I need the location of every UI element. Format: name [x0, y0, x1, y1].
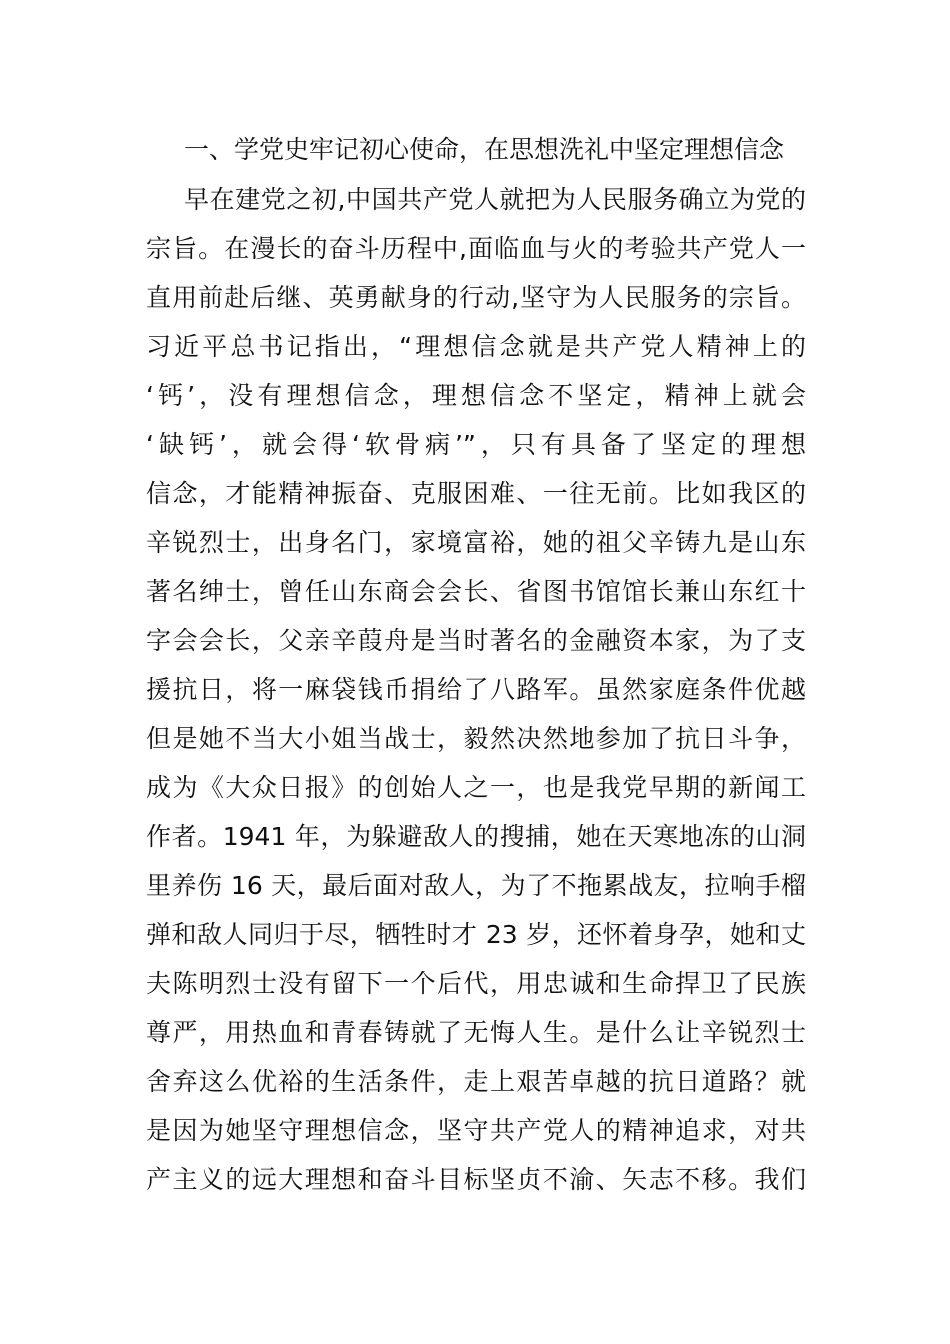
- paragraph-line: ‘缺钙’，就会得‘软骨病’”，只有具备了坚定的理想: [146, 430, 806, 459]
- paragraph-line: 但是她不当大小姐当战士，毅然决然地参加了抗日斗争，: [146, 724, 806, 753]
- paragraph-line: 宗旨。在漫长的奋斗历程中,面临血与火的考验共产党人一: [146, 234, 806, 263]
- paragraph-line: 里养伤 16 天，最后面对敌人，为了不拖累战友，拉响手榴: [146, 871, 806, 900]
- paragraph-line: 成为《大众日报》的创始人之一，也是我党早期的新闻工: [146, 773, 806, 802]
- paragraph-line: 早在建党之初,中国共产党人就把为人民服务确立为党的: [184, 185, 806, 214]
- paragraph-line: 字会会长，父亲辛葭舟是当时著名的金融资本家，为了支: [146, 626, 806, 655]
- paragraph-line: 著名绅士，曾任山东商会会长、省图书馆馆长兼山东红十: [146, 577, 806, 606]
- paragraph-line: 弹和敌人同归于尽，牺牲时才 23 岁，还怀着身孕，她和丈: [146, 920, 806, 949]
- paragraph-line: ‘钙’，没有理想信念，理想信念不坚定，精神上就会: [146, 381, 806, 410]
- paragraph-line: 舍弃这么优裕的生活条件，走上艰苦卓越的抗日道路？就: [146, 1067, 806, 1096]
- paragraph-line: 直用前赴后继、英勇献身的行动,坚守为人民服务的宗旨。: [146, 283, 806, 312]
- paragraph-line: 尊严，用热血和青春铸就了无悔人生。是什么让辛锐烈士: [146, 1018, 806, 1047]
- paragraph-line: 辛锐烈士，出身名门，家境富裕，她的祖父辛铸九是山东: [146, 528, 806, 557]
- paragraph-line: 产主义的远大理想和奋斗目标坚贞不渝、矢志不移。我们: [146, 1165, 806, 1194]
- paragraph-line: 是因为她坚守理想信念，坚守共产党人的精神追求，对共: [146, 1116, 806, 1145]
- paragraph-line: 习近平总书记指出，“理想信念就是共产党人精神上的: [146, 332, 806, 361]
- paragraph-line: 夫陈明烈士没有留下一个后代，用忠诚和生命捍卫了民族: [146, 969, 806, 998]
- paragraph-line: 援抗日，将一麻袋钱币捐给了八路军。虽然家庭条件优越: [146, 675, 806, 704]
- section-heading: 一、学党史牢记初心使命，在思想洗礼中坚定理想信念: [184, 135, 785, 164]
- paragraph-line: 作者。1941 年，为躲避敌人的搜捕，她在天寒地冻的山洞: [146, 822, 806, 851]
- paragraph-line: 信念，才能精神振奋、克服困难、一往无前。比如我区的: [146, 479, 806, 508]
